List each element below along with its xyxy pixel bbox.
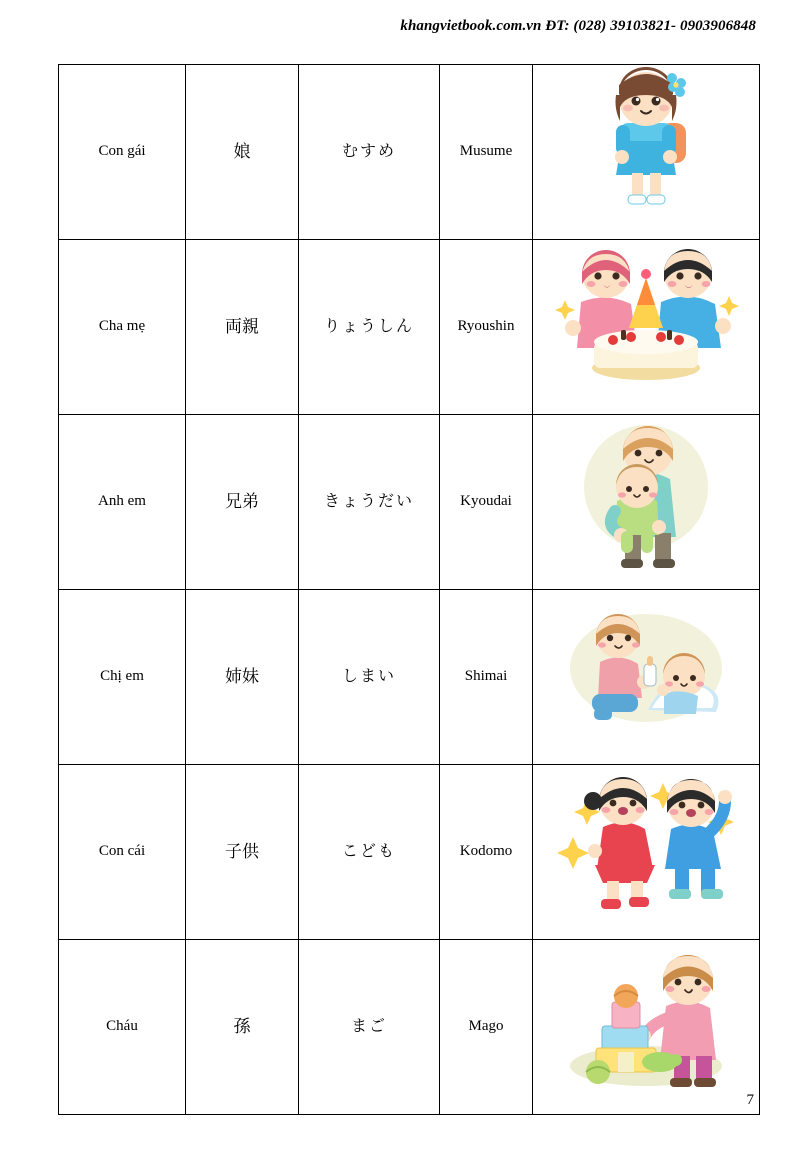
- cell-romaji: [440, 940, 533, 1115]
- romaji-word: Shimai: [464, 668, 508, 685]
- cell-vietnamese: [59, 415, 186, 590]
- vietnamese-word: Con gái: [98, 143, 146, 160]
- kana-word: むすめ: [341, 142, 396, 160]
- cell-kanji: [186, 415, 299, 590]
- cell-kanji: [186, 940, 299, 1115]
- grandchild-with-toy-blocks-illustration: [533, 940, 759, 1114]
- publisher-website: khangvietbook.com.vn: [400, 18, 542, 34]
- cell-romaji: [440, 240, 533, 415]
- cell-kana: [299, 65, 440, 240]
- kanji-word: 子供: [225, 841, 259, 861]
- cell-romaji: [440, 590, 533, 765]
- cell-kana: [299, 240, 440, 415]
- romaji-word: Musume: [459, 143, 513, 160]
- cell-kana: [299, 590, 440, 765]
- cell-illustration: [533, 765, 760, 940]
- kana-word: しまい: [341, 667, 396, 685]
- cell-kanji: [186, 240, 299, 415]
- table-row: [59, 415, 760, 590]
- vietnamese-word: Cha mẹ: [98, 318, 146, 335]
- cell-kana: [299, 415, 440, 590]
- page-header: [400, 18, 756, 35]
- cell-vietnamese: [59, 940, 186, 1115]
- romaji-word: Kyoudai: [460, 493, 512, 510]
- page-number: 7: [746, 1092, 754, 1108]
- vietnamese-word: Cháu: [106, 1018, 138, 1035]
- cell-illustration: [533, 940, 760, 1115]
- cell-illustration: [533, 65, 760, 240]
- kana-word: こども: [341, 842, 396, 860]
- kana-word: りょうしん: [323, 317, 414, 335]
- vocabulary-table: [58, 64, 760, 1115]
- cell-kana: [299, 765, 440, 940]
- cell-kanji: [186, 590, 299, 765]
- vietnamese-word: Con cái: [98, 843, 146, 860]
- table-row: [59, 240, 760, 415]
- kanji-word: 娘: [233, 141, 251, 161]
- kanji-word: 姉妹: [225, 666, 259, 686]
- kanji-word: 兄弟: [225, 491, 259, 511]
- vocabulary-table-wrapper: [58, 64, 754, 1115]
- cell-kana: [299, 940, 440, 1115]
- cell-illustration: [533, 415, 760, 590]
- table-row: [59, 590, 760, 765]
- vietnamese-word: Anh em: [98, 493, 146, 510]
- cell-romaji: [440, 65, 533, 240]
- girl-with-backpack-illustration: [533, 65, 759, 239]
- cell-vietnamese: [59, 765, 186, 940]
- cell-vietnamese: [59, 65, 186, 240]
- table-row: [59, 940, 760, 1115]
- romaji-word: Kodomo: [459, 843, 513, 860]
- parents-with-birthday-cake-illustration: [533, 240, 759, 414]
- cell-kanji: [186, 765, 299, 940]
- romaji-word: Mago: [468, 1018, 504, 1035]
- cell-romaji: [440, 765, 533, 940]
- cell-romaji: [440, 415, 533, 590]
- kana-word: きょうだい: [323, 492, 414, 510]
- vietnamese-word: Chị em: [100, 668, 144, 685]
- cell-vietnamese: [59, 240, 186, 415]
- brother-holding-baby-illustration: [533, 415, 759, 589]
- publisher-phone: ĐT: (028) 39103821- 0903906848: [545, 18, 756, 34]
- sister-feeding-baby-illustration: [533, 590, 759, 764]
- kanji-word: 両親: [225, 316, 259, 336]
- cell-illustration: [533, 240, 760, 415]
- two-children-playing-illustration: [533, 765, 759, 939]
- cell-vietnamese: [59, 590, 186, 765]
- romaji-word: Ryoushin: [457, 318, 515, 335]
- cell-kanji: [186, 65, 299, 240]
- table-row: [59, 65, 760, 240]
- cell-illustration: [533, 590, 760, 765]
- table-row: [59, 765, 760, 940]
- kana-word: まご: [350, 1017, 387, 1035]
- kanji-word: 孫: [233, 1016, 251, 1036]
